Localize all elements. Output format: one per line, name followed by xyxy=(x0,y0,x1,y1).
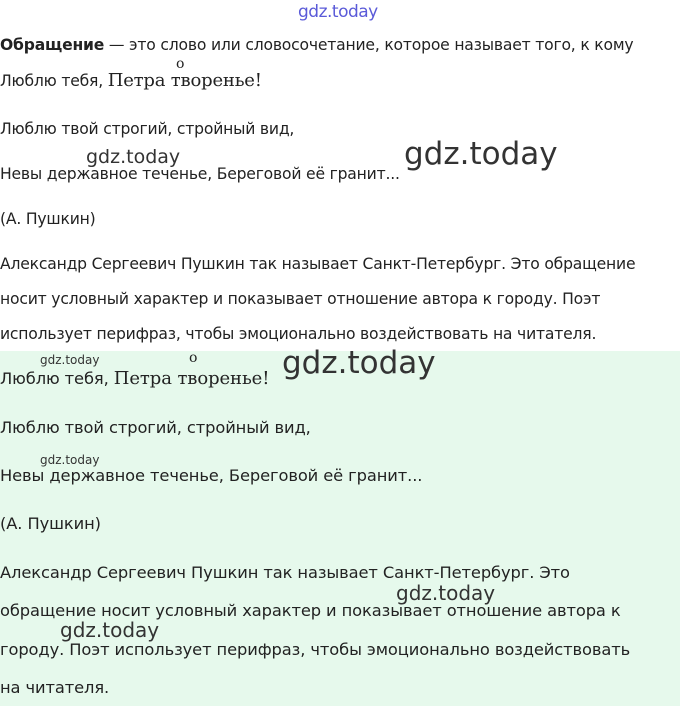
answer-poem-line-3: Невы державное теченье, Береговой её гранит... xyxy=(0,466,423,485)
stress-mark: о xyxy=(189,350,198,366)
explanation-line-3: использует перифраз, чтобы эмоционально воздействовать на читателя. xyxy=(0,325,597,343)
definition-line xyxy=(0,36,633,54)
answer-explanation-line-4: на читателя. xyxy=(0,678,110,697)
poem-line-1-end: ! xyxy=(254,70,262,91)
answer-explanation-line-3: городу. Поэт использует перифраз, чтобы эмоционально воздействовать xyxy=(0,640,631,659)
answer-poem-line-1 xyxy=(0,368,269,389)
answer-author: (А. Пушкин) xyxy=(0,514,101,533)
watermark: gdz.today xyxy=(86,146,181,168)
answer-poem-line-1-serif: Петра творенье xyxy=(113,368,263,389)
explanation-line-2: носит условный характер и показывает отношение автора к городу. Поэт xyxy=(0,290,601,308)
poem-line-1-serif: Петра творенье xyxy=(107,70,255,91)
answer-explanation-line-1: Александр Сергеевич Пушкин так называет Санкт-Петербург. Это xyxy=(0,563,570,582)
poem-author: (А. Пушкин) xyxy=(0,210,96,228)
definition-term: Обращение xyxy=(0,36,105,54)
answer-explanation-line-2: обращение носит условный характер и показывает отношение автора к xyxy=(0,601,621,620)
answer-block xyxy=(0,345,680,706)
watermark-large: gdz.today xyxy=(404,136,558,172)
watermark-medium: gdz.today xyxy=(60,618,160,642)
watermark-small: gdz.today xyxy=(40,453,100,467)
watermark-large: gdz.today xyxy=(282,345,436,381)
stress-mark: о xyxy=(176,56,185,72)
site-logo[interactable]: gdz.today xyxy=(298,2,378,22)
poem-line-1 xyxy=(0,70,262,91)
answer-poem-line-2: Люблю твой строгий, стройный вид, xyxy=(0,418,311,437)
watermark-small: gdz.today xyxy=(40,353,100,367)
watermark-medium: gdz.today xyxy=(396,581,496,605)
explanation-line-1: Александр Сергеевич Пушкин так называет Санкт-Петербург. Это обращение xyxy=(0,255,636,273)
poem-line-3: Невы державное теченье, Береговой её гранит... xyxy=(0,165,400,183)
poem-line-1-start: Люблю тебя, xyxy=(0,72,108,90)
answer-poem-line-1-start: Люблю тебя, xyxy=(0,369,114,388)
definition-text: — это слово или словосочетание, которое называет того, к кому xyxy=(104,36,634,54)
poem-line-2: Люблю твой строгий, стройный вид, xyxy=(0,120,295,138)
answer-poem-line-1-end: ! xyxy=(262,368,270,389)
